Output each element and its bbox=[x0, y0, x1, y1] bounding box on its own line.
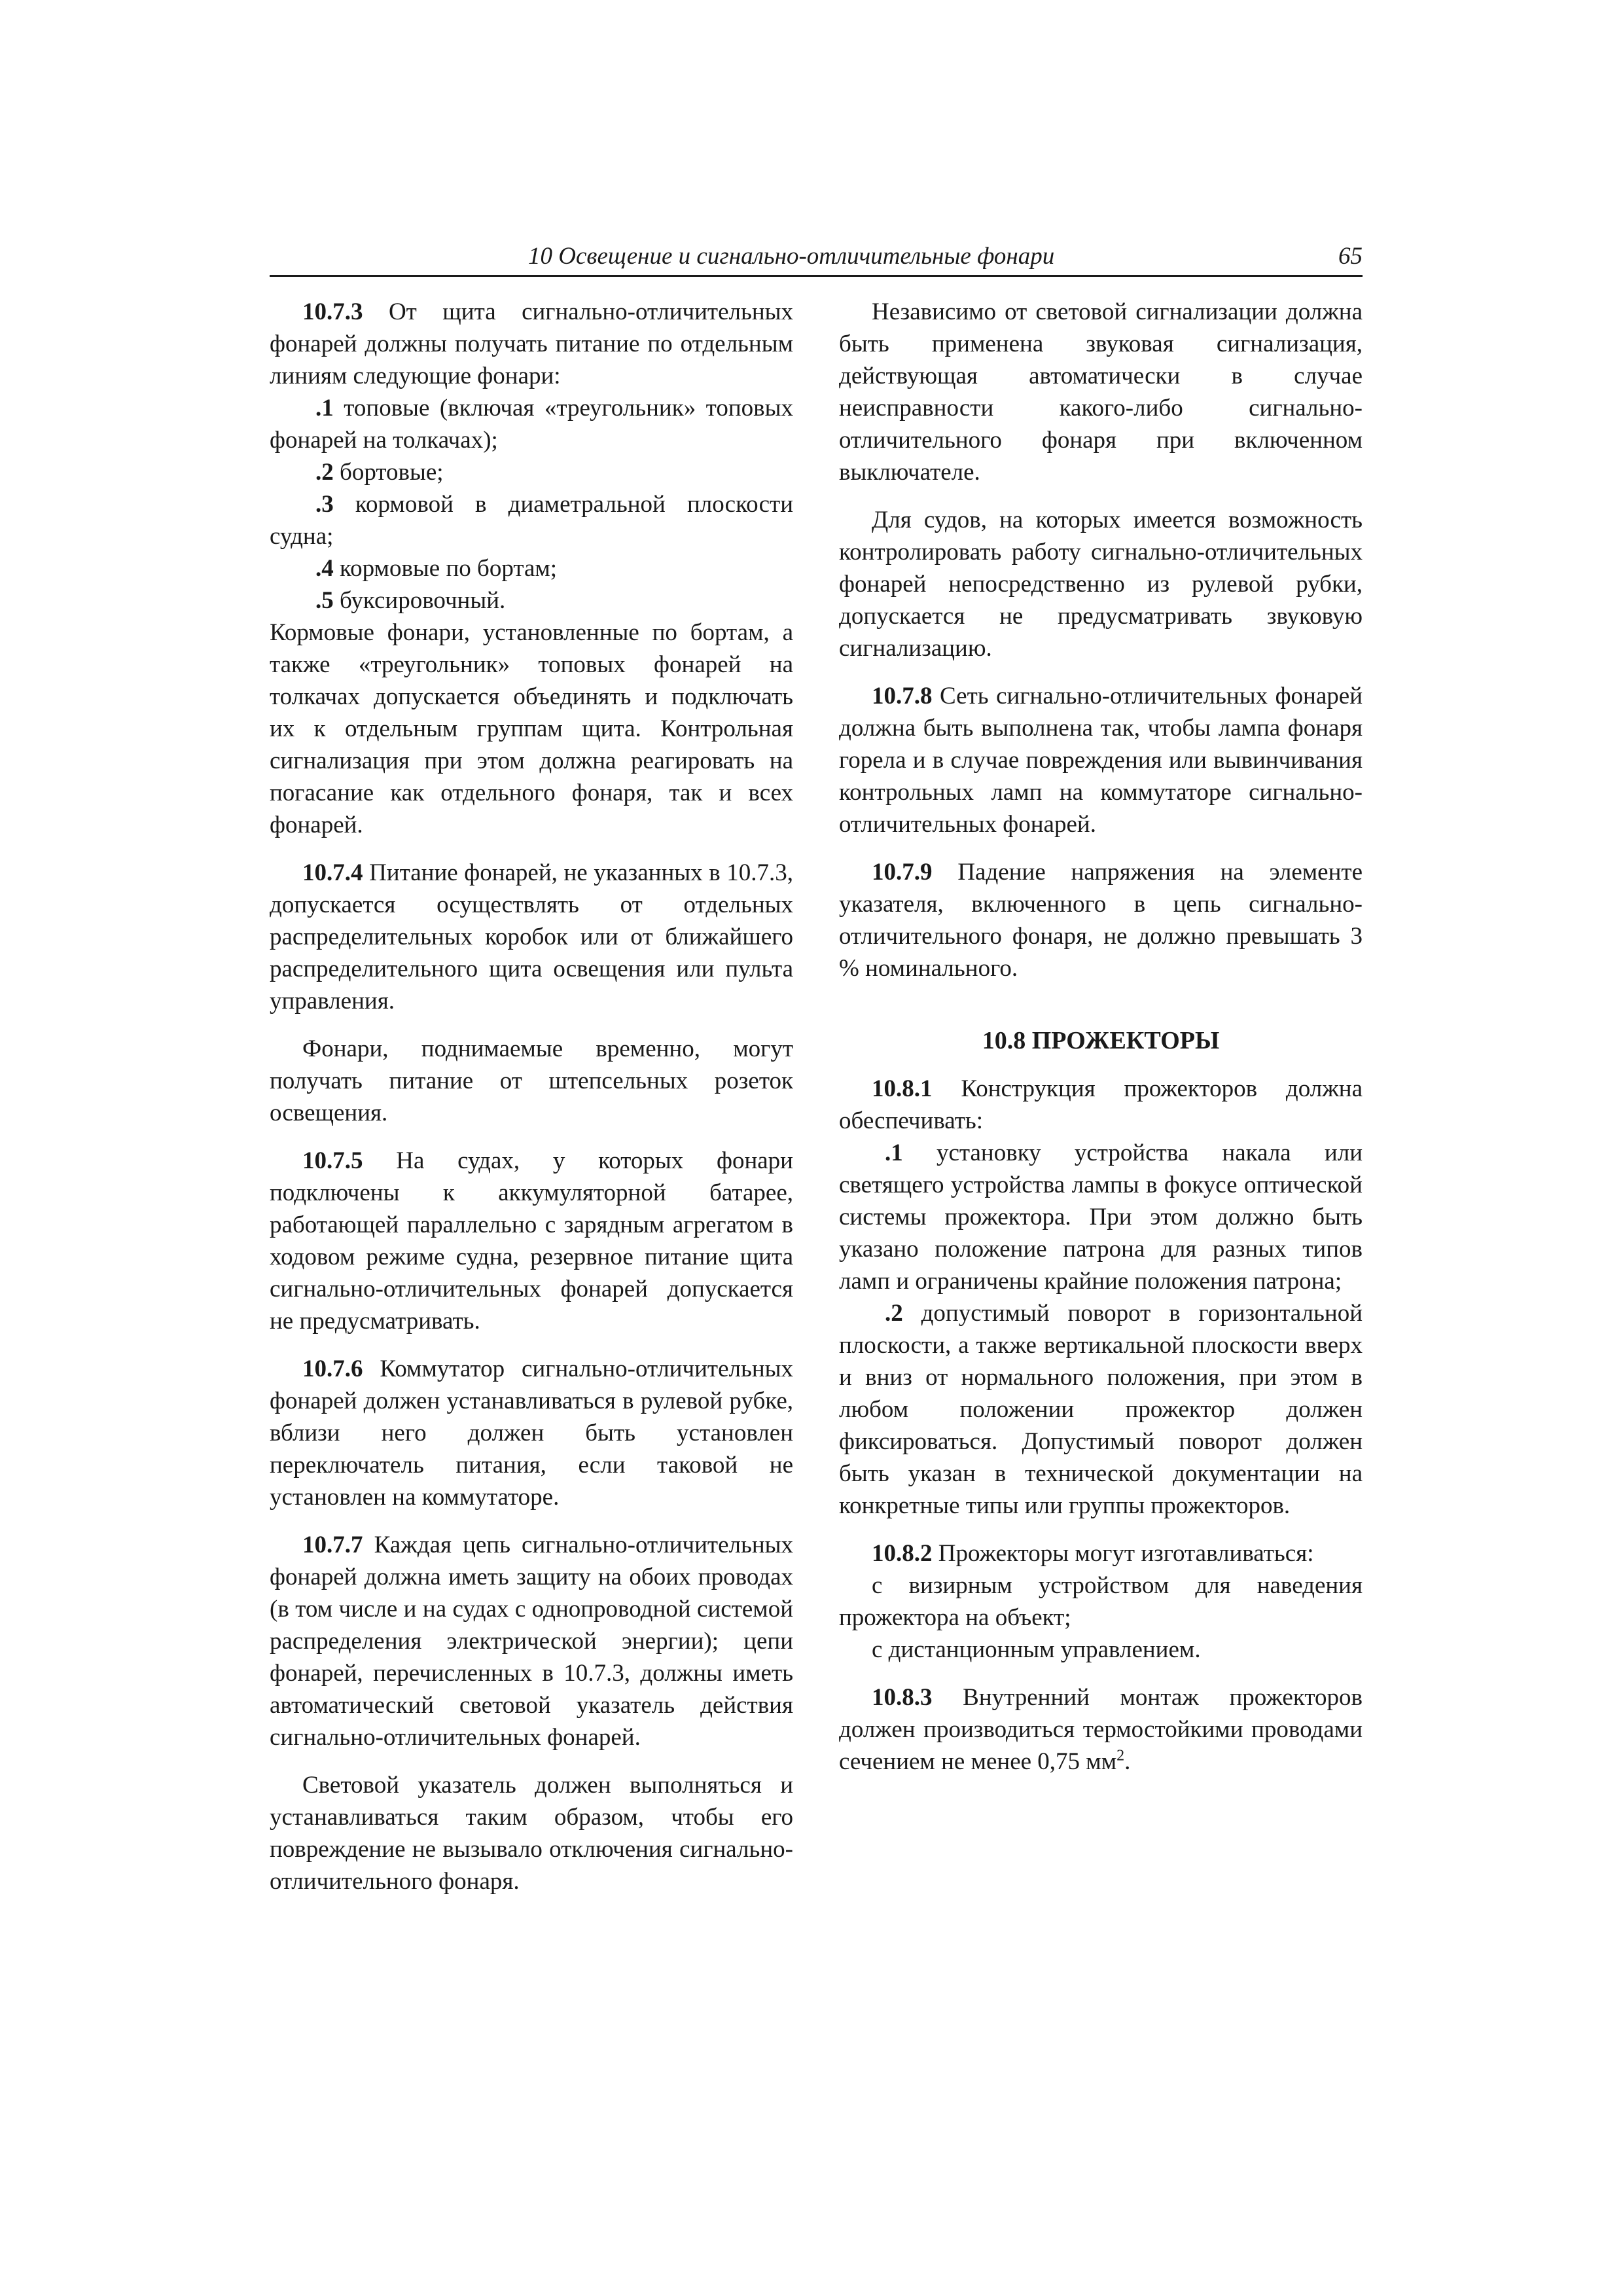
list-item bbox=[839, 1137, 1363, 1297]
clause-text: Прожекторы могут изготавливаться: bbox=[932, 1540, 1314, 1567]
list-item bbox=[270, 552, 793, 584]
clause-text: Падение напряжения на элементе указателя, включенного в цепь сигнально-отличительного фонаря, не должно превышать 3 % номинального. bbox=[839, 859, 1363, 982]
paragraph: Фонари, поднимаемые временно, могут получать питание от штепсельных розеток освещения. bbox=[270, 1035, 793, 1126]
page-number: 65 bbox=[1338, 243, 1363, 270]
list-item bbox=[270, 584, 793, 617]
item-text: бортовые; bbox=[333, 459, 444, 486]
clause-10-8-2 bbox=[839, 1537, 1363, 1570]
list-item bbox=[270, 392, 793, 456]
item-number: .2 bbox=[315, 459, 334, 486]
paragraph: Кормовые фонари, установленные по бортам, а также «треугольник» топовых фонарей на толкачах допускается объединять и подключать их к отдельным группам щита. Контрольная сигнализация при этом должна реагировать на погасание как отдельного фонаря, так и всех фонарей. bbox=[270, 619, 793, 838]
clause-number: 10.7.3 bbox=[302, 298, 363, 325]
clause-10-7-4 bbox=[270, 857, 793, 1017]
right-column bbox=[839, 296, 1363, 1778]
list-item bbox=[270, 456, 793, 488]
chapter-title: 10 Освещение и сигнально-отличительные фонари bbox=[528, 243, 1055, 270]
clause-10-7-7 bbox=[270, 1529, 793, 1753]
clause-number: 10.8.2 bbox=[872, 1540, 933, 1567]
clause-number: 10.8.3 bbox=[872, 1684, 933, 1711]
clause-number: 10.7.8 bbox=[872, 683, 933, 709]
clause-10-7-6 bbox=[270, 1353, 793, 1513]
item-number: .1 bbox=[315, 395, 334, 422]
clause-10-8-1 bbox=[839, 1073, 1363, 1137]
clause-number: 10.7.9 bbox=[872, 859, 933, 886]
clause-number: 10.8.1 bbox=[872, 1075, 933, 1102]
clause-number: 10.7.5 bbox=[302, 1147, 363, 1174]
item-text: топовые (включая «треугольник» топовых фонарей на толкачах); bbox=[270, 395, 793, 454]
clause-number: 10.7.6 bbox=[302, 1355, 363, 1382]
clause-number: 10.7.4 bbox=[302, 859, 363, 886]
paragraph: Световой указатель должен выполняться и устанавливаться таким образом, чтобы его повреждение не вызывало отключения сигнально-отличительного фонаря. bbox=[270, 1772, 793, 1895]
clause-10-8-3 bbox=[839, 1681, 1363, 1778]
clause-text: Внутренний монтаж прожекторов должен производиться термостойкими проводами сечением не менее 0,75 мм bbox=[839, 1684, 1363, 1775]
running-header bbox=[270, 241, 1363, 277]
clause-text: Каждая цепь сигнально-отличительных фонарей должна иметь защиту на обоих проводах (в том числе и на судах с однопроводной системой распределения электрической энергии); цепи фонарей, перечисленных в 10.7.3, должны иметь автоматический световой указатель действия сигнально-отличительных фонарей. bbox=[270, 1532, 793, 1751]
item-text: кормовые по бортам; bbox=[333, 555, 558, 582]
superscript: 2 bbox=[1116, 1747, 1125, 1765]
clause-text: Коммутатор сигнально-отличительных фонарей должен устанавливаться в рулевой рубке, вблизи него должен быть установлен переключатель питания, если таковой не установлен на коммутаторе. bbox=[270, 1355, 793, 1511]
left-column bbox=[270, 296, 793, 1897]
clause-10-7-3 bbox=[270, 296, 793, 392]
clause-10-7-9 bbox=[839, 856, 1363, 984]
item-text: кормовой в диаметральной плоскости судна; bbox=[270, 491, 793, 550]
paragraph: Независимо от световой сигнализации должна быть применена звуковая сигнализация, действующая автоматически в случае неисправности какого-либо сигнально-отличительного фонаря при включенном выключателе. bbox=[839, 298, 1363, 486]
item-text: буксировочный. bbox=[333, 587, 506, 614]
item-number: .4 bbox=[315, 555, 334, 582]
paragraph: с визирным устройством для наведения прожектора на объект; bbox=[839, 1572, 1363, 1631]
paragraph: Для судов, на которых имеется возможность контролировать работу сигнально-отличительных фонарей непосредственно из рулевой рубки, допускается не предусматривать звуковую сигнализацию. bbox=[839, 507, 1363, 662]
item-number: .3 bbox=[315, 491, 334, 518]
list-item bbox=[270, 488, 793, 552]
section-heading: 10.8 ПРОЖЕКТОРЫ bbox=[982, 1027, 1220, 1054]
item-text: допустимый поворот в горизонтальной плоскости, а также вертикальной плоскости вверх и вниз от нормального положения, при этом в любом положении прожектор должен фиксироваться. Допустимый поворот должен быть указан в технической документации на конкретные типы или группы прожекторов. bbox=[839, 1300, 1363, 1519]
clause-text: Конструкция прожекторов должна обеспечивать: bbox=[839, 1075, 1363, 1134]
clause-text: На судах, у которых фонари подключены к аккумуляторной батарее, работающей параллельно с зарядным агрегатом в ходовом режиме судна, резервное питание щита сигнально-отличительных фонарей допускается не предусматривать. bbox=[270, 1147, 793, 1335]
paragraph: с дистанционным управлением. bbox=[872, 1636, 1201, 1663]
item-text: установку устройства накала или светящего устройства лампы в фокусе оптической системы прожектора. При этом должно быть указано положение патрона для разных типов ламп и ограничены крайние положения патрона; bbox=[839, 1139, 1363, 1295]
item-number: .5 bbox=[315, 587, 334, 614]
item-number: .2 bbox=[885, 1300, 903, 1327]
clause-number: 10.7.7 bbox=[302, 1532, 363, 1558]
clause-10-7-5 bbox=[270, 1145, 793, 1337]
clause-text: Питание фонарей, не указанных в 10.7.3, допускается осуществлять от отдельных распределительных коробок или от ближайшего распределительного щита освещения или пульта управления. bbox=[270, 859, 793, 1014]
clause-text-end: . bbox=[1124, 1748, 1131, 1775]
clause-text: Сеть сигнально-отличительных фонарей должна быть выполнена так, чтобы лампа фонаря горела и в случае повреждения или вывинчивания контрольных ламп на коммутаторе сигнально-отличительных фонарей. bbox=[839, 683, 1363, 838]
item-number: .1 bbox=[885, 1139, 903, 1166]
list-item bbox=[839, 1297, 1363, 1522]
clause-10-7-8 bbox=[839, 680, 1363, 840]
clause-text: От щита сигнально-отличительных фонарей должны получать питание по отдельным линиям следующие фонари: bbox=[270, 298, 793, 389]
